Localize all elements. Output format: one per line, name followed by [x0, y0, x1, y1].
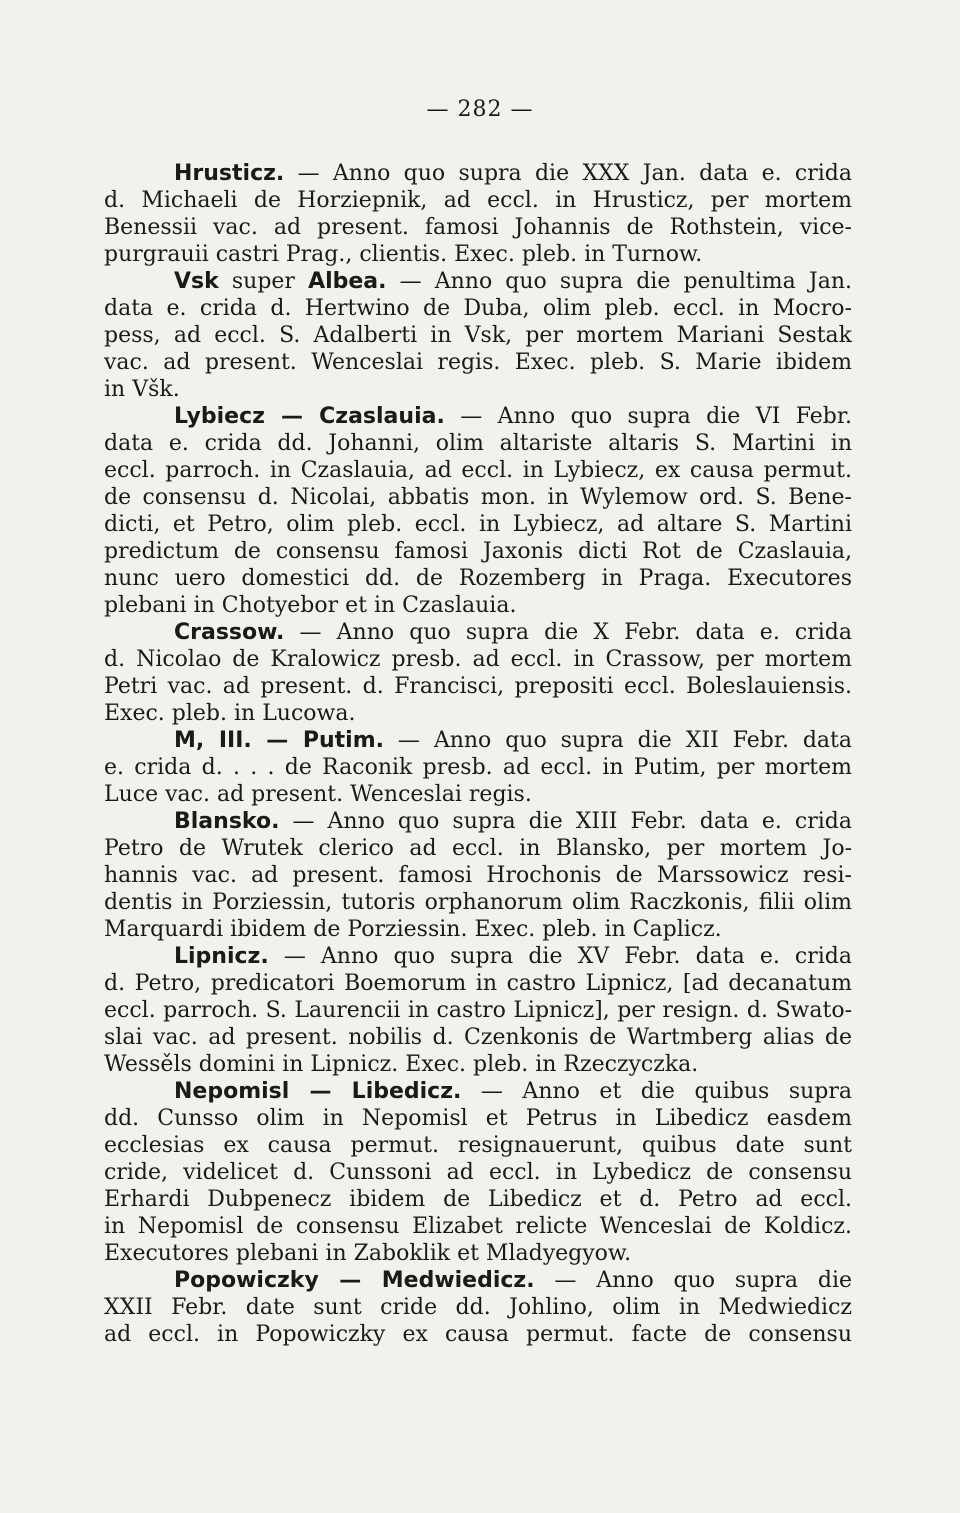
line-text: in Nepomisl de consensu Elizabet relicte Wenceslai de Koldicz.: [104, 1214, 852, 1239]
line-text: nunc uero domestici dd. de Rozemberg in Praga. Executores: [104, 566, 852, 591]
line-text: — Anno quo supra die X Febr. data e. crida: [284, 620, 852, 645]
line-text: Petri vac. ad present. d. Francisci, prepositi eccl. Boleslauiensis.: [104, 674, 852, 699]
body-text: [104, 160, 852, 1348]
text-line: [104, 430, 852, 457]
line-text: Executores plebani in Zaboklik et Mladyegyow.: [104, 1241, 632, 1266]
text-line: [104, 295, 852, 322]
entry-heading-line: [104, 619, 852, 646]
text-line: [104, 457, 852, 484]
entry-heading-line: [104, 160, 852, 187]
line-text: — Anno quo supra die XXX Jan. data e. crida: [284, 161, 852, 186]
text-line: [104, 781, 852, 808]
line-text: purgrauii castri Prag., clientis. Exec. pleb. in Turnow.: [104, 242, 703, 267]
text-line: [104, 646, 852, 673]
line-text: ecclesias ex causa permut. resignauerunt, quibus date sunt: [104, 1133, 852, 1158]
line-text: Marquardi ibidem de Porziessin. Exec. pleb. in Caplicz.: [104, 917, 722, 942]
entry-heading-line: [104, 727, 852, 754]
line-text: d. Nicolao de Kralowicz presb. ad eccl. in Crassow, per mortem: [104, 647, 852, 672]
text-line: [104, 376, 852, 403]
line-text: super: [218, 269, 309, 294]
line-text: — Anno quo supra die XII Febr. data: [384, 728, 852, 753]
line-text: d. Petro, predicatori Boemorum in castro Lipnicz, [ad decanatum: [104, 971, 852, 996]
entry-heading-line: [104, 1267, 852, 1294]
text-line: [104, 322, 852, 349]
line-text: Petro de Wrutek clerico ad eccl. in Blansko, per mortem Jo-: [104, 836, 852, 861]
text-line: [104, 511, 852, 538]
text-line: [104, 835, 852, 862]
text-line: [104, 1132, 852, 1159]
line-text: — Anno quo supra die XV Febr. data e. crida: [268, 944, 852, 969]
line-text: — Anno quo supra die: [534, 1268, 852, 1293]
text-line: [104, 1159, 852, 1186]
line-text: — Anno quo supra die VI Febr.: [444, 404, 852, 429]
line-text: de consensu d. Nicolai, abbatis mon. in Wylemow ord. S. Bene-: [104, 485, 852, 510]
line-text: cride, videlicet d. Cunssoni ad eccl. in Lybedicz de consensu: [104, 1160, 852, 1185]
text-line: [104, 1051, 852, 1078]
line-text: plebani in Chotyebor et in Czaslauia.: [104, 593, 517, 618]
text-line: [104, 916, 852, 943]
text-line: [104, 889, 852, 916]
entry-heading: Lipnicz.: [174, 944, 269, 969]
text-line: [104, 997, 852, 1024]
entry-heading: Blansko.: [174, 809, 280, 834]
text-line: [104, 187, 852, 214]
line-text: eccl. parroch. S. Laurencii in castro Lipnicz], per resign. d. Swato-: [104, 998, 852, 1023]
text-line: [104, 673, 852, 700]
entry-heading: M, III. — Putim.: [174, 728, 385, 753]
text-line: [104, 484, 852, 511]
line-text: — Anno quo supra die penultima Jan.: [386, 269, 852, 294]
line-text: Benessii vac. ad present. famosi Johannis de Rothstein, vice-: [104, 215, 852, 240]
text-line: [104, 538, 852, 565]
text-line: [104, 1321, 852, 1348]
text-line: [104, 700, 852, 727]
page-number: — 282 —: [426, 97, 534, 122]
line-text: slai vac. ad present. nobilis d. Czenkonis de Wartmberg alias de: [104, 1025, 852, 1050]
entry-heading: Nepomisl — Libedicz.: [174, 1079, 462, 1104]
entry-heading-line: [104, 808, 852, 835]
text-line: [104, 970, 852, 997]
entry-heading-line: [104, 403, 852, 430]
line-text: e. crida d. . . . de Raconik presb. ad eccl. in Putim, per mortem: [104, 755, 852, 780]
text-line: [104, 1105, 852, 1132]
entry-heading: Popowiczky — Medwiedicz.: [174, 1268, 535, 1293]
line-text: eccl. parroch. in Czaslauia, ad eccl. in Lybiecz, ex causa permut.: [104, 458, 852, 483]
entry-heading: Albea.: [308, 269, 387, 294]
line-text: pess, ad eccl. S. Adalberti in Vsk, per mortem Mariani Sestak: [104, 323, 852, 348]
entry-heading-line: [104, 1078, 852, 1105]
text-line: [104, 754, 852, 781]
line-text: hannis vac. ad present. famosi Hrochonis de Marssowicz resi-: [104, 863, 852, 888]
text-line: [104, 592, 852, 619]
line-text: Luce vac. ad present. Wenceslai regis.: [104, 782, 532, 807]
text-line: [104, 1294, 852, 1321]
text-line: [104, 214, 852, 241]
line-text: predictum de consensu famosi Jaxonis dicti Rot de Czaslauia,: [104, 539, 852, 564]
text-line: [104, 1024, 852, 1051]
text-line: [104, 241, 852, 268]
line-text: — Anno quo supra die XIII Febr. data e. crida: [279, 809, 852, 834]
line-text: Wessěls domini in Lipnicz. Exec. pleb. in Rzeczyczka.: [104, 1052, 699, 1077]
line-text: data e. crida dd. Johanni, olim altariste altaris S. Martini in: [104, 431, 852, 456]
text-line: [104, 1186, 852, 1213]
line-text: — Anno et die quibus supra: [461, 1079, 852, 1104]
entry-heading: Lybiecz — Czaslauia.: [174, 404, 445, 429]
text-line: [104, 565, 852, 592]
line-text: Exec. pleb. in Lucowa.: [104, 701, 356, 726]
entry-heading: Crassow.: [174, 620, 285, 645]
entry-heading: Hrusticz.: [174, 161, 285, 186]
line-text: vac. ad present. Wenceslai regis. Exec. pleb. S. Marie ibidem: [104, 350, 852, 375]
text-line: [104, 1240, 852, 1267]
entry-heading: Vsk: [174, 269, 219, 294]
text-line: [104, 1213, 852, 1240]
line-text: dentis in Porziessin, tutoris orphanorum olim Raczkonis, filii olim: [104, 890, 852, 915]
line-text: Erhardi Dubpenecz ibidem de Libedicz et d. Petro ad eccl.: [104, 1187, 852, 1212]
entry-heading-line: [104, 943, 852, 970]
line-text: d. Michaeli de Horziepnik, ad eccl. in Hrusticz, per mortem: [104, 188, 852, 213]
line-text: data e. crida d. Hertwino de Duba, olim pleb. eccl. in Mocro-: [104, 296, 852, 321]
line-text: XXII Febr. date sunt cride dd. Johlino, olim in Medwiedicz: [104, 1295, 852, 1320]
text-line: [104, 349, 852, 376]
line-text: dd. Cunsso olim in Nepomisl et Petrus in Libedicz easdem: [104, 1106, 852, 1131]
line-text: in Všk.: [104, 377, 180, 402]
text-line: [104, 862, 852, 889]
entry-heading-line: [104, 268, 852, 295]
line-text: ad eccl. in Popowiczky ex causa permut. facte de consensu: [104, 1322, 852, 1347]
line-text: dicti, et Petro, olim pleb. eccl. in Lybiecz, ad altare S. Martini: [104, 512, 852, 537]
